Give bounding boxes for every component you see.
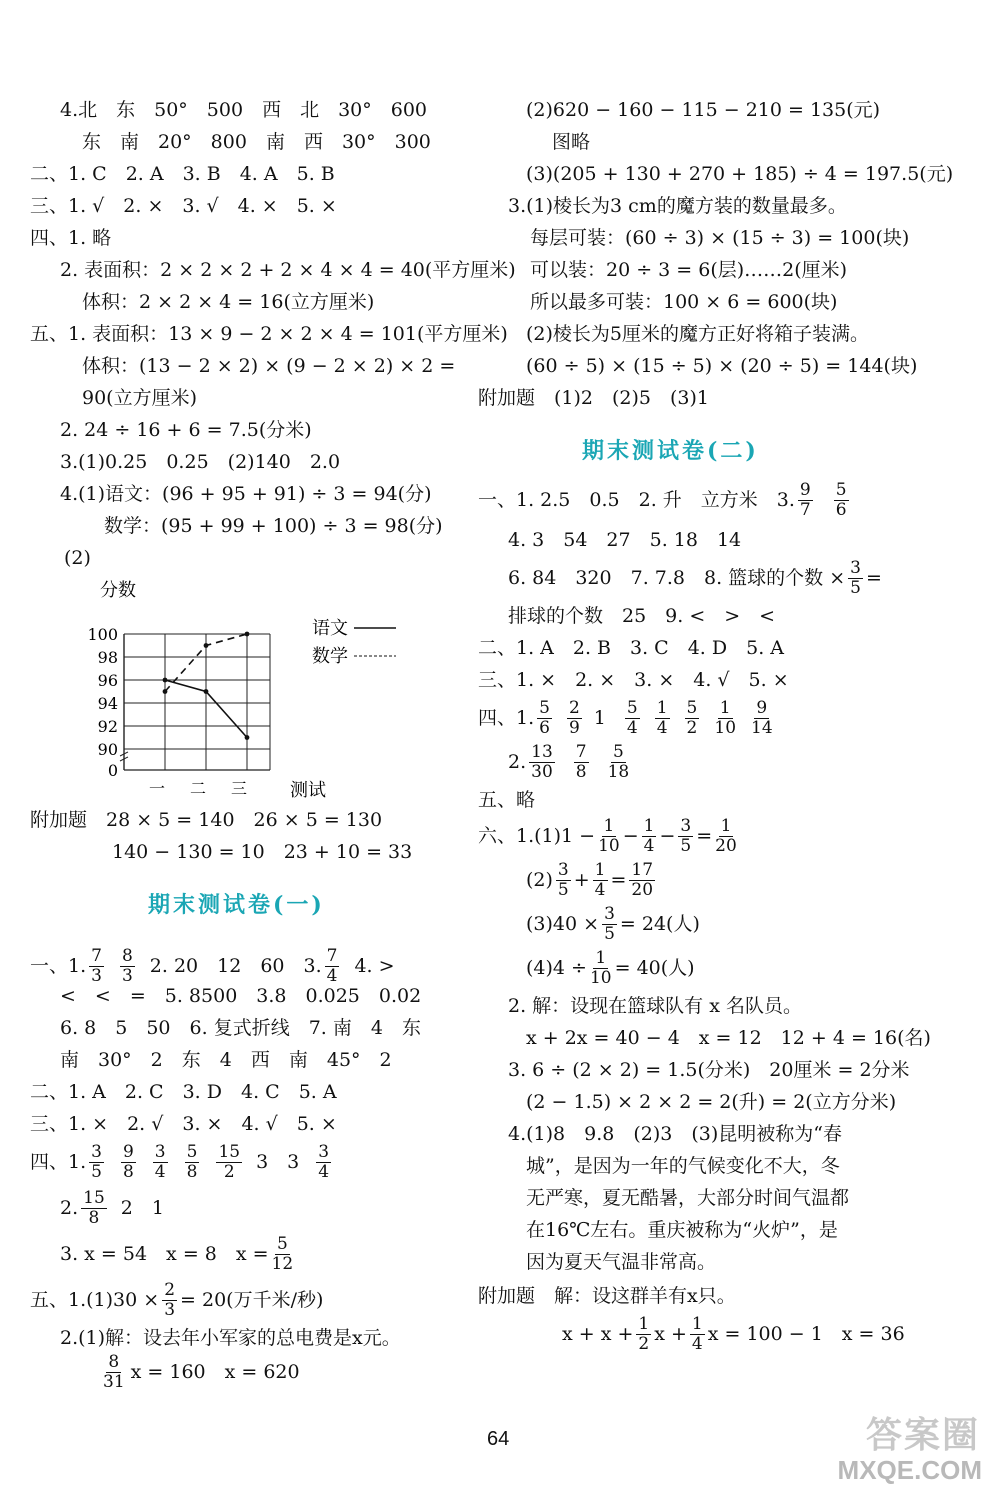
exam2-line: 4.(1)8 9.8 (2)3 (3)昆明被称为“春 <box>508 1123 842 1145</box>
text-line: 90(立方厘米) <box>82 387 198 409</box>
text-line: 体积：(13 − 2 × 2) × (9 − 2 × 2) × 2 = <box>82 355 456 377</box>
exam2-line: 2. 解：设现在篮球队有 x 名队员。 <box>508 995 802 1017</box>
text-line: 三、1. √ 2. × 3. √ 4. × 5. × <box>30 195 337 217</box>
text-line: (2) <box>64 547 91 569</box>
exam2-line: 3. 6 ÷ (2 × 2) = 1.5(分米) 20厘米 = 2分米 <box>508 1059 910 1081</box>
exam2-line: 五、略 <box>478 789 536 811</box>
data-point <box>204 643 209 648</box>
exam2-line: 二、1. A 2. B 3. C 4. D 5. A <box>478 637 785 659</box>
extra-question-line: 附加题 28 × 5 = 140 26 × 5 = 130 <box>30 809 383 831</box>
y-tick-label: 0 <box>107 761 118 780</box>
x-tick-label: 三 <box>230 779 248 798</box>
y-tick-label: 90 <box>97 740 118 759</box>
text-line: (60 ÷ 5) × (15 ÷ 5) × (20 ÷ 5) = 144(块) <box>526 355 918 377</box>
exam1-line: 一、1. 7 3 8 3 2. 20 12 60 3. 7 4 4. > <box>30 945 395 986</box>
exam2-line: x + 2x = 40 − 4 x = 12 12 + 4 = 16(名) <box>526 1027 931 1049</box>
text-line: 东 南 20° 800 南 西 30° 300 <box>82 131 431 153</box>
y-tick-label: 98 <box>97 648 118 667</box>
extra-question-line: 140 − 130 = 10 23 + 10 = 33 <box>112 841 413 863</box>
exam2-line: 6. 84 320 7. 7.8 8. 篮球的个数 × $\frac{3}{5}$ = <box>508 557 882 598</box>
exam2-line: (3)40 × $\frac{3}{5}$ = 24(人) <box>526 903 700 944</box>
exam2-title: 期末测试卷(二) <box>582 438 759 464</box>
text-line: 附加题 (1)2 (2)5 (3)1 <box>478 387 710 409</box>
exam2-line: 城”，是因为一年的气候变化不大，冬 <box>526 1155 840 1177</box>
y-axis-label: 分数 <box>100 580 136 601</box>
text-line: 体积：2 × 2 × 4 = 16(立方厘米) <box>82 291 375 313</box>
exam1-line: 2. 15 8 2 1 <box>60 1187 164 1228</box>
x-axis-end-label: 测试 <box>290 780 326 801</box>
text-line: (2)620 − 160 − 115 − 210 = 135(元) <box>526 99 881 121</box>
exam2-line: 因为夏天气温非常高。 <box>526 1251 717 1273</box>
exam1-line: 四、1. 3 5 9 8 3 4 5 8 15 2 3 3 3 4 <box>30 1141 330 1182</box>
exam1-line: 南 30° 2 东 4 西 南 45° 2 <box>60 1049 392 1071</box>
text-line: 四、1. 略 <box>30 227 112 249</box>
x-tick-label: 一 <box>148 779 166 798</box>
data-point <box>163 678 168 683</box>
x-tick-label: 二 <box>189 779 207 798</box>
exam1-line: 二、1. A 2. C 3. D 4. C 5. A <box>30 1081 337 1103</box>
text-line: 图略 <box>552 131 591 153</box>
text-line: 五、1. 表面积：13 × 9 − 2 × 2 × 4 = 101(平方厘米) <box>30 323 508 345</box>
y-tick-label: 94 <box>97 694 118 713</box>
text-line: 4.(1)语文：(96 + 95 + 91) ÷ 3 = 94(分) <box>60 483 432 505</box>
legend-label: 语文 <box>312 618 348 639</box>
text-line: 4.北 东 50° 500 西 北 30° 600 <box>60 99 428 121</box>
exam2-line: (2) 3 5 + $\frac{1}{4}$ = $\frac{17}{20}$ <box>526 859 654 900</box>
text-line: 二、1. C 2. A 3. B 4. A 5. B <box>30 163 335 185</box>
text-line: 2. 24 ÷ 16 + 6 = 7.5(分米) <box>60 419 312 441</box>
data-point <box>163 689 168 694</box>
data-point <box>204 689 209 694</box>
exam1-title: 期末测试卷(一) <box>148 892 325 918</box>
text-line: 3.(1)棱长为3 cm的魔方装的数量最多。 <box>508 195 847 217</box>
text-line: (2)棱长为5厘米的魔方正好将箱子装满。 <box>526 323 870 345</box>
watermark-logo: 答案圈 <box>865 1414 980 1456</box>
watermark-url: MXQE.COM <box>837 1455 982 1485</box>
text-line: 3.(1)0.25 0.25 (2)140 2.0 <box>60 451 341 473</box>
data-point <box>245 735 250 740</box>
exam2-line: 在16℃左右。重庆被称为“火炉”，是 <box>526 1219 838 1241</box>
text-line: 可以装：20 ÷ 3 = 6(层)……2(厘米) <box>530 259 848 281</box>
exam2-line: 附加题 解：设这群羊有x只。 <box>478 1285 736 1307</box>
legend-label: 数学 <box>312 646 348 667</box>
exam2-line: (4)4 ÷ $\frac{1}{10}$ = 40(人) <box>526 947 695 988</box>
exam2-line: 一、1. 2.5 0.5 2. 升 立方米 3. 9 7 5 6 <box>478 479 847 520</box>
exam1-line: 三、1. × 2. √ 3. × 4. √ 5. × <box>30 1113 337 1135</box>
exam2-line: 无严寒，夏无酷暑，大部分时间气温都 <box>526 1187 850 1209</box>
text-line: (3)(205 + 130 + 270 + 185) ÷ 4 = 197.5(元) <box>526 163 954 185</box>
exam1-line: 2.(1)解：设去年小军家的总电费是x元。 <box>60 1327 401 1349</box>
exam1-line: 3. x = 54 x = 8 x = $\frac{5}{12}$ <box>60 1233 294 1274</box>
exam2-line: 排球的个数 25 9. < > < <box>508 605 776 627</box>
exam1-line: 8 31 x = 160 x = 620 <box>103 1351 300 1392</box>
y-tick-label: 100 <box>87 625 118 644</box>
y-tick-label: 92 <box>97 717 118 736</box>
exam2-line: 2. 13 30 7 8 5 18 <box>508 741 630 782</box>
exam2-line: 4. 3 54 27 5. 18 14 <box>508 529 742 551</box>
exam1-line: 五、1.(1)30 × $\frac{2}{3}$ = 20(万千米/秒) <box>30 1279 324 1320</box>
exam1-line: < < = 5. 8500 3.8 0.025 0.02 <box>60 985 422 1007</box>
y-tick-label: 96 <box>97 671 118 690</box>
page-number: 64 <box>487 1428 510 1450</box>
data-point <box>245 632 250 637</box>
exam2-line: x + x + $\frac{1}{2}$ x + $\frac{1}{4}$ x = 100 − 1 x = 36 <box>562 1313 905 1354</box>
exam2-line: 四、1. 5 6 2 9 1 5 4 1 4 5 2 1 10 9 14 <box>478 697 773 738</box>
exam2-line: (2 − 1.5) × 2 × 2 = 2(升) = 2(立方分米) <box>526 1091 897 1113</box>
exam2-line: 三、1. × 2. × 3. × 4. √ 5. × <box>478 669 789 691</box>
text-line: 每层可装：(60 ÷ 3) × (15 ÷ 3) = 100(块) <box>530 227 910 249</box>
exam2-line: 六、1.(1)1 − $\frac{1}{10}$ − $\frac{1}{4}$ − $\frac{3}{5}$ = $\frac{1}{20}$ <box>478 815 737 856</box>
text-line: 数学：(95 + 99 + 100) ÷ 3 = 98(分) <box>104 515 443 537</box>
text-line: 2. 表面积：2 × 2 × 2 + 2 × 4 × 4 = 40(平方厘米) <box>60 259 516 281</box>
score-line-chart <box>80 572 410 804</box>
exam1-line: 6. 8 5 50 6. 复式折线 7. 南 4 东 <box>60 1017 421 1039</box>
text-line: 所以最多可装：100 × 6 = 600(块) <box>530 291 838 313</box>
